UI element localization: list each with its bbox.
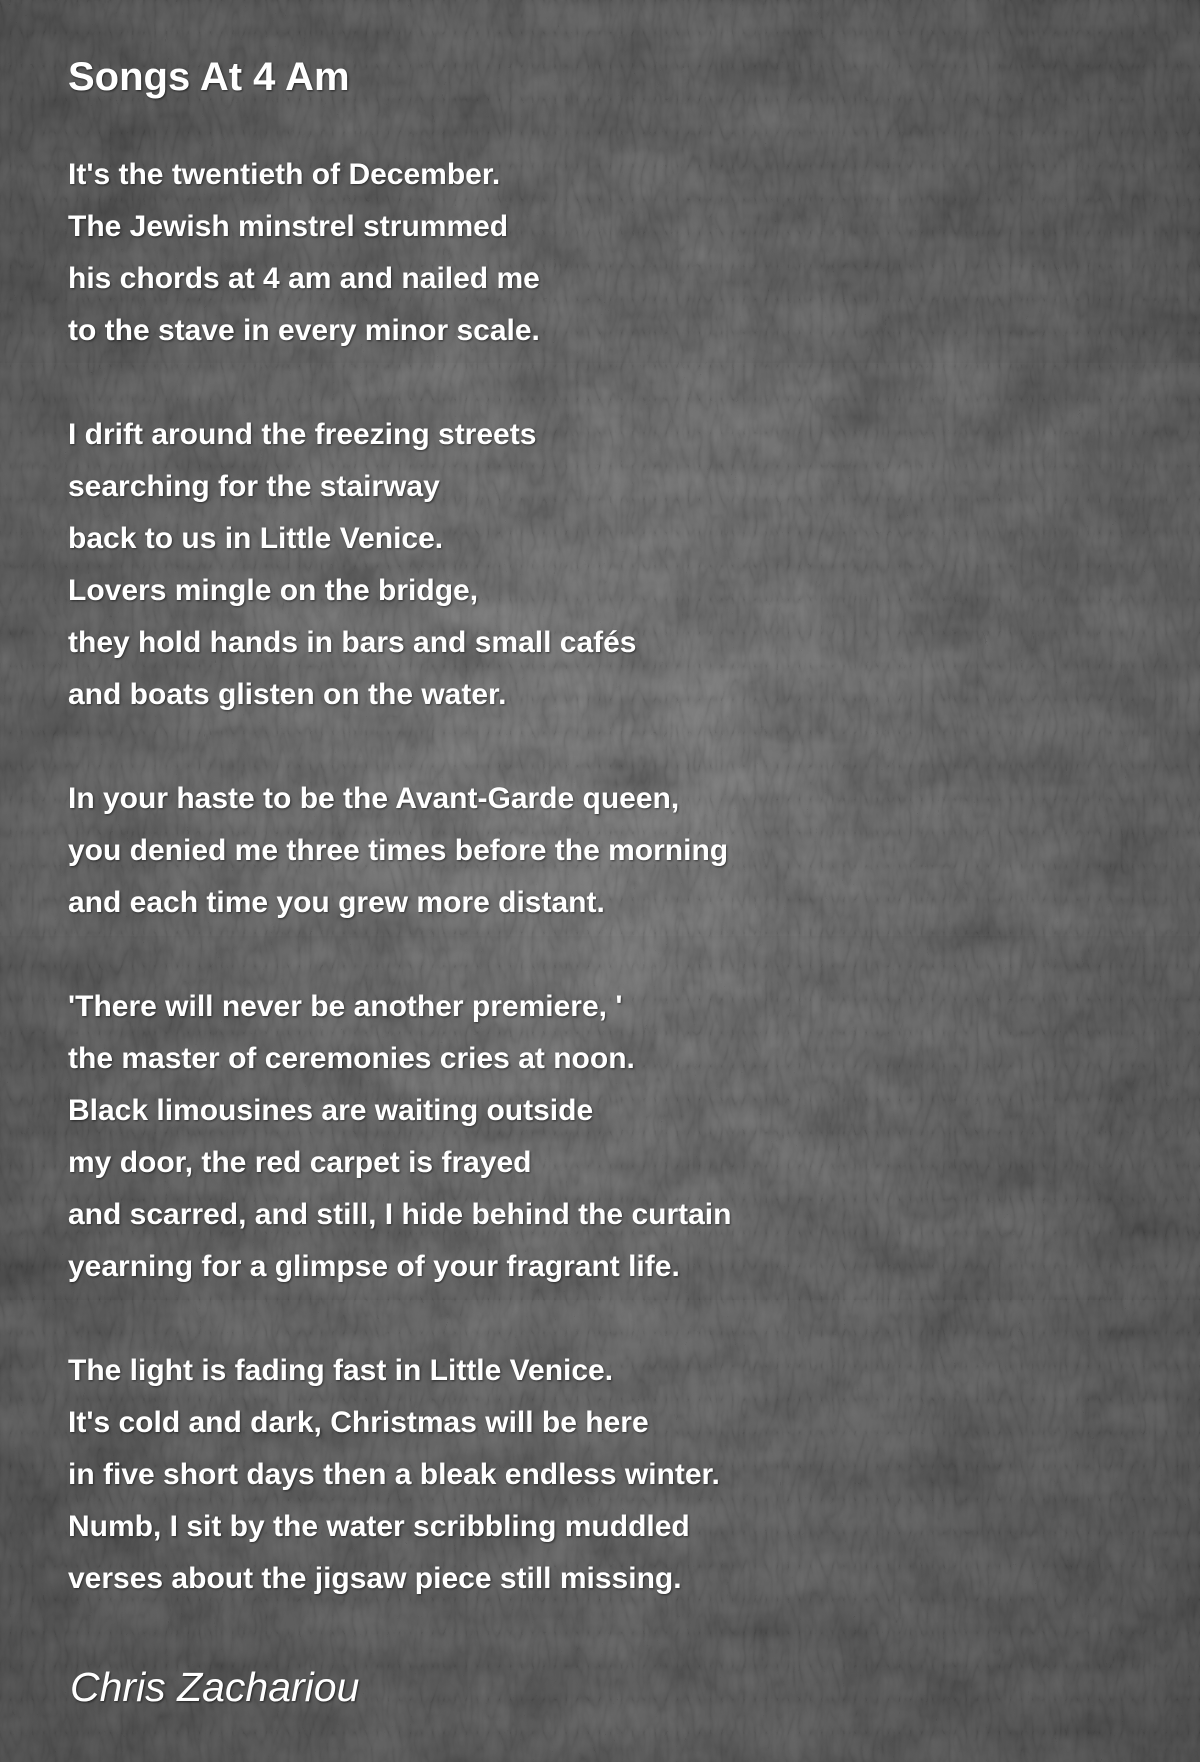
poem-line: The Jewish minstrel strummed — [68, 210, 509, 243]
poem-line: The light is fading fast in Little Venice. — [68, 1354, 614, 1387]
stanza-4 — [68, 981, 731, 1293]
stanza-2 — [68, 409, 731, 721]
poem-line: and scarred, and still, I hide behind the curtain — [68, 1198, 732, 1231]
poem-line: to the stave in every minor scale. — [68, 314, 540, 347]
poem-line: I drift around the freezing streets — [68, 418, 537, 451]
poem-line: It's cold and dark, Christmas will be here — [68, 1406, 649, 1439]
poem-line: and boats glisten on the water. — [68, 678, 507, 711]
poem-line: In your haste to be the Avant-Garde queen, — [68, 782, 680, 815]
poem-line: searching for the stairway — [68, 470, 440, 503]
poem-line: the master of ceremonies cries at noon. — [68, 1042, 635, 1075]
poem-line: Lovers mingle on the bridge, — [68, 574, 479, 607]
stanza-5 — [68, 1345, 731, 1605]
poem-line: back to us in Little Venice. — [68, 522, 444, 555]
poem-title: Songs At 4 Am — [68, 55, 350, 99]
poem-line: yearning for a glimpse of your fragrant life. — [68, 1250, 680, 1283]
stanza-1 — [68, 149, 731, 357]
poem-line: they hold hands in bars and small cafés — [68, 626, 637, 659]
poem-line: you denied me three times before the morning — [68, 834, 729, 867]
poem-line: Black limousines are waiting outside — [68, 1094, 594, 1127]
poem-line: It's the twentieth of December. — [68, 158, 501, 191]
poem-line: 'There will never be another premiere, ' — [68, 990, 623, 1023]
poem-line: my door, the red carpet is frayed — [68, 1146, 532, 1179]
poem-line: verses about the jigsaw piece still missing. — [68, 1562, 682, 1595]
poem-body — [68, 149, 731, 1657]
poem-author: Chris Zachariou — [70, 1664, 360, 1710]
poem-line: and each time you grew more distant. — [68, 886, 605, 919]
poem-line: his chords at 4 am and nailed me — [68, 262, 540, 295]
poem-line: Numb, I sit by the water scribbling muddled — [68, 1510, 690, 1543]
poem-line: in five short days then a bleak endless winter. — [68, 1458, 720, 1491]
stanza-3 — [68, 773, 731, 929]
